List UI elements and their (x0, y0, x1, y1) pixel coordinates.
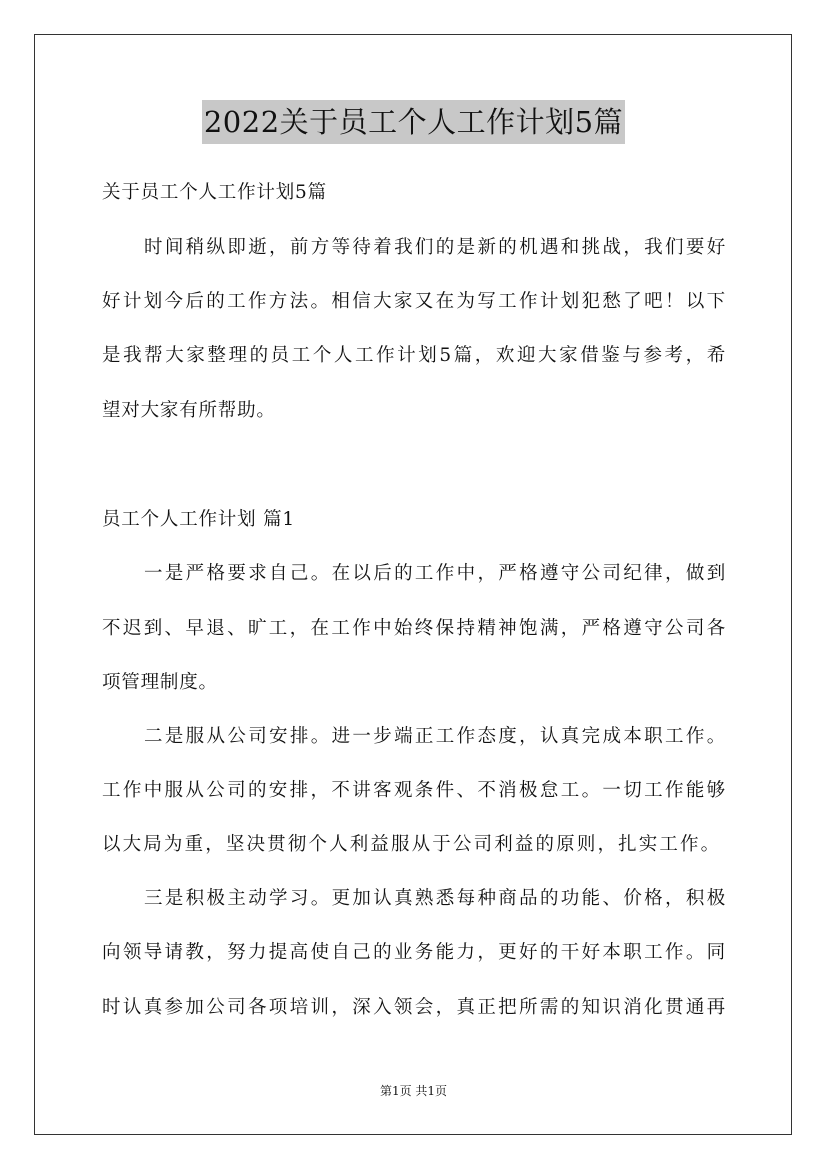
document-title: 2022关于员工个人工作计划5篇 (202, 100, 625, 144)
body-line: 不迟到、早退、旷工，在工作中始终保持精神饱满，严格遵守公司各 (102, 618, 726, 639)
section-heading: 员工个人工作计划 篇1 (102, 509, 295, 530)
subtitle: 关于员工个人工作计划5篇 (102, 182, 327, 203)
body-line: 三是积极主动学习。更加认真熟悉每种商品的功能、价格，积极 (144, 888, 726, 909)
intro-line: 望对大家有所帮助。 (102, 400, 276, 421)
body-line: 向领导请教，努力提高使自己的业务能力，更好的干好本职工作。同 (102, 942, 726, 963)
body-line: 时认真参加公司各项培训，深入领会，真正把所需的知识消化贯通再 (102, 997, 726, 1018)
body-line: 工作中服从公司的安排，不讲客观条件、不消极怠工。一切工作能够 (102, 780, 726, 801)
page-footer: 第1页 共1页 (379, 1084, 448, 1098)
body-line: 二是服从公司安排。进一步端正工作态度，认真完成本职工作。 (144, 726, 726, 747)
body-line: 一是严格要求自己。在以后的工作中，严格遵守公司纪律，做到 (144, 563, 726, 584)
intro-line: 是我帮大家整理的员工个人工作计划5篇，欢迎大家借鉴与参考，希 (102, 345, 726, 366)
body-line: 项管理制度。 (102, 672, 218, 693)
body-line: 以大局为重，坚决贯彻个人利益服从于公司利益的原则，扎实工作。 (102, 834, 720, 855)
intro-line: 时间稍纵即逝，前方等待着我们的是新的机遇和挑战，我们要好 (144, 237, 726, 258)
intro-line: 好计划今后的工作方法。相信大家又在为写工作计划犯愁了吧！以下 (102, 291, 726, 312)
